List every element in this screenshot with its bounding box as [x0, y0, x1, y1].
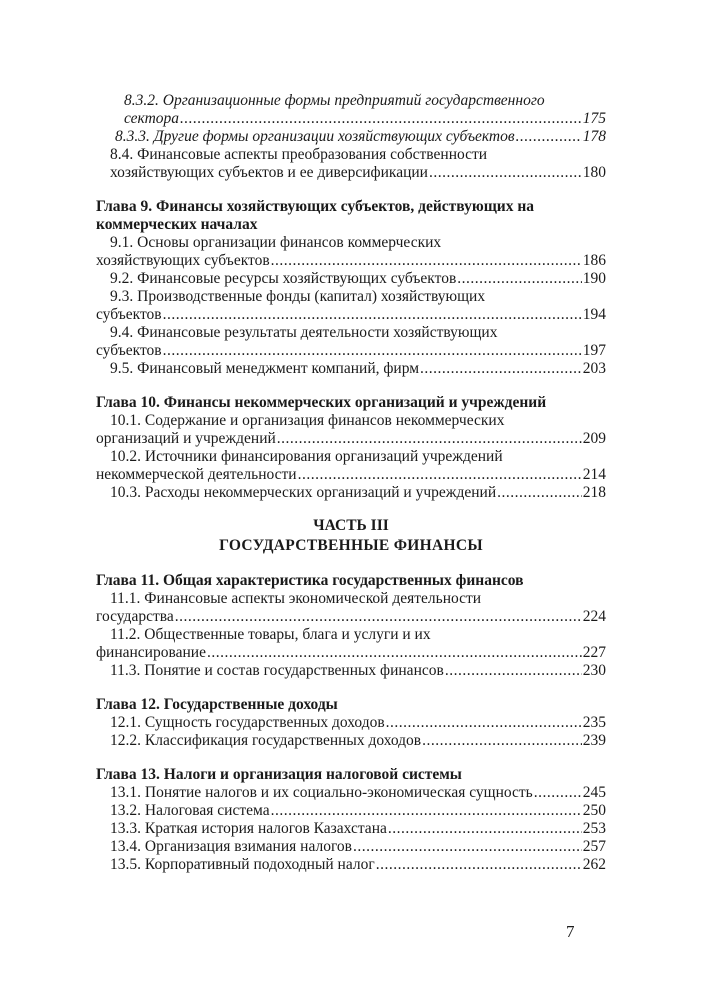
toc-entry-line	[96, 838, 606, 856]
toc-entry-text: 8.3.3. Другие формы организации хозяйствующих субъектов	[115, 128, 515, 145]
toc-entry-line	[96, 590, 606, 608]
toc-page-number: 197	[582, 342, 606, 359]
toc-page-number: 190	[582, 270, 606, 287]
leader-dots	[420, 360, 582, 378]
toc-entry-text: хозяйствующих субъектов	[96, 252, 270, 269]
toc-page-number: 235	[582, 714, 606, 731]
leader-dots	[429, 164, 582, 182]
toc-page-number: 262	[582, 856, 606, 873]
toc-entry-text: 8.3.2. Организационные формы предприятий государственного	[124, 92, 545, 109]
chapter-title: Глава 11. Общая характеристика государственных финансов	[96, 572, 524, 589]
toc-entry-line	[96, 234, 606, 252]
leader-dots	[457, 270, 581, 288]
toc-entry-line	[96, 270, 606, 288]
leader-dots	[277, 430, 582, 448]
toc-entry-text: некоммерческой деятельности	[96, 466, 297, 483]
leader-dots	[175, 608, 582, 626]
toc-entry-text: 8.4. Финансовые аспекты преобразования собственности	[110, 146, 488, 163]
toc-entry-line	[96, 412, 606, 430]
toc-entry-text: 9.3. Производственные фонды (капитал) хозяйствующих	[110, 288, 486, 305]
toc-page-number: 239	[582, 732, 606, 749]
toc-entry-text: 11.2. Общественные товары, блага и услуги и их	[110, 626, 431, 643]
toc-page-number: 230	[582, 662, 606, 679]
toc-page-number: 209	[582, 430, 606, 447]
leader-dots	[534, 784, 582, 802]
toc-page-number: 180	[582, 164, 606, 181]
toc-page-number: 253	[582, 820, 606, 837]
toc-entry-text: 11.1. Финансовые аспекты экономической деятельности	[110, 590, 482, 607]
toc-entry-text: 9.5. Финансовый менеджмент компаний, фирм	[110, 360, 420, 377]
toc-entry-8-3-2-line1	[96, 92, 606, 110]
toc-entry-text: хозяйствующих субъектов и ее диверсификации	[110, 164, 428, 181]
toc-entry-8-3-3	[96, 128, 606, 146]
part-label: ЧАСТЬ III	[313, 517, 389, 534]
leader-dots	[388, 820, 582, 838]
toc-page-number: 245	[582, 784, 606, 801]
toc-entry-line	[96, 466, 606, 484]
leader-dots	[497, 484, 582, 502]
leader-dots	[163, 306, 582, 324]
leader-dots	[516, 128, 582, 146]
toc-page-number: 257	[582, 838, 606, 855]
leader-dots	[386, 714, 582, 732]
toc-entry-text: 13.1. Понятие налогов и их социально-экономическая сущность	[110, 784, 533, 801]
toc-entry-line	[96, 306, 606, 324]
leader-dots	[207, 644, 582, 662]
toc-entry-line	[96, 252, 606, 270]
toc-entry-line	[96, 784, 606, 802]
toc-entry-text: 13.5. Корпоративный подоходный налог	[110, 856, 375, 873]
toc-entry-line	[96, 820, 606, 838]
toc-entry-line	[96, 288, 606, 306]
toc-entry-line	[96, 430, 606, 448]
toc-entry-line	[96, 342, 606, 360]
toc-entry-8-4-line1	[96, 146, 606, 164]
toc-page-number: 186	[582, 252, 606, 269]
chapter-9	[96, 198, 606, 378]
page-number: 7	[566, 922, 575, 941]
leader-dots	[180, 110, 582, 128]
toc-page-number: 214	[582, 466, 606, 483]
toc-entry-text: субъектов	[96, 306, 162, 323]
toc-page-number: 175	[582, 110, 606, 127]
leader-dots	[163, 342, 582, 360]
toc-entry-text: 10.2. Источники финансирования организаций учреждений	[110, 448, 503, 465]
toc-entry-text: 12.1. Сущность государственных доходов	[110, 714, 385, 731]
toc-entry-line	[96, 644, 606, 662]
leader-dots	[298, 466, 582, 484]
toc-entry-text: субъектов	[96, 342, 162, 359]
toc-entry-8-3-2-line2	[96, 110, 606, 128]
chapter-13	[96, 766, 606, 874]
toc-entry-text: 13.2. Налоговая система	[110, 802, 270, 819]
toc-entry-line	[96, 484, 606, 502]
toc-entry-line	[96, 732, 606, 750]
leader-dots	[353, 838, 582, 856]
chapter-11	[96, 572, 606, 680]
table-of-contents	[96, 92, 606, 874]
toc-entry-text: государства	[96, 608, 174, 625]
leader-dots	[445, 662, 582, 680]
chapter-title: Глава 13. Налоги и организация налоговой системы	[96, 766, 462, 783]
toc-entry-line	[96, 802, 606, 820]
toc-entry-line	[96, 324, 606, 342]
chapter-10	[96, 394, 606, 502]
chapter-title-cont: коммерческих началах	[96, 216, 258, 233]
leader-dots	[376, 856, 582, 874]
toc-page-number: 224	[582, 608, 606, 625]
toc-entry-text: 10.1. Содержание и организация финансов некоммерческих	[110, 412, 505, 429]
toc-entry-8-4-line2	[96, 164, 606, 182]
leader-dots	[271, 252, 582, 270]
toc-entry-line	[96, 360, 606, 378]
toc-page-number: 178	[582, 128, 606, 145]
part-heading	[96, 516, 606, 556]
chapter-title: Глава 9. Финансы хозяйствующих субъектов, действующих на	[96, 198, 535, 215]
toc-entry-text: 9.1. Основы организации финансов коммерческих	[110, 234, 442, 251]
chapter-12	[96, 696, 606, 750]
part-title: ГОСУДАРСТВЕННЫЕ ФИНАНСЫ	[219, 537, 483, 554]
toc-entry-text: организаций и учреждений	[96, 430, 276, 447]
chapter-title: Глава 10. Финансы некоммерческих организаций и учреждений	[96, 394, 547, 411]
toc-entry-text: сектора	[124, 110, 180, 127]
leader-dots	[422, 732, 582, 750]
toc-entry-text: 10.3. Расходы некоммерческих организаций и учреждений	[110, 484, 497, 501]
toc-entry-line	[96, 448, 606, 466]
toc-entry-text: 9.2. Финансовые ресурсы хозяйствующих субъектов	[110, 270, 457, 287]
toc-entry-text: 13.4. Организация взимания налогов	[110, 838, 352, 855]
toc-entry-text: финансирование	[96, 644, 206, 661]
toc-page-number: 227	[582, 644, 606, 661]
toc-entry-line	[96, 626, 606, 644]
toc-entry-text: 13.3. Краткая история налогов Казахстана	[110, 820, 387, 837]
toc-entry-text: 12.2. Классификация государственных доходов	[110, 732, 422, 749]
toc-entry-line	[96, 714, 606, 732]
toc-entry-line	[96, 856, 606, 874]
leader-dots	[271, 802, 582, 820]
toc-entry-text: 9.4. Финансовые результаты деятельности хозяйствующих	[110, 324, 498, 341]
chapter-title: Глава 12. Государственные доходы	[96, 696, 338, 713]
toc-entry-line	[96, 662, 606, 680]
toc-page-number: 218	[582, 484, 606, 501]
toc-entry-line	[96, 608, 606, 626]
toc-page-number: 250	[582, 802, 606, 819]
toc-page-number: 194	[582, 306, 606, 323]
toc-entry-text: 11.3. Понятие и состав государственных финансов	[110, 662, 444, 679]
toc-page-number: 203	[582, 360, 606, 377]
